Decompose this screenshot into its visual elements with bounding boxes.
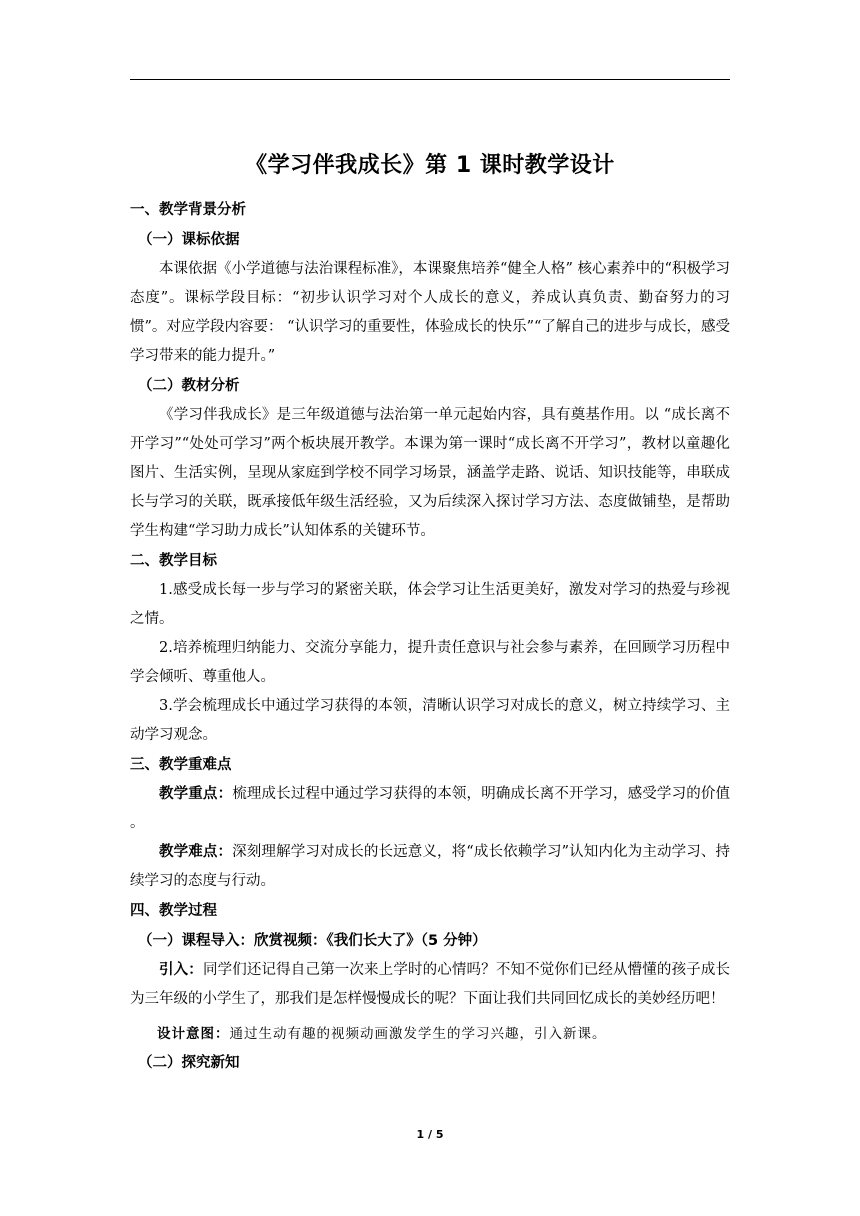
design-intent-paragraph bbox=[130, 1020, 730, 1048]
difficulty-label: 教学难点： bbox=[159, 844, 233, 860]
introduction-text: 同学们还记得自己第一次来上学时的心情吗？不知不觉你们已经从懵懂的孩子成长为三年级的小学生了，那我们是怎样慢慢成长的呢？下面让我们共同回忆成长的美妙经历吧！ bbox=[130, 962, 730, 1007]
header-rule bbox=[130, 79, 730, 80]
difficulty-paragraph bbox=[130, 838, 730, 896]
paragraph-textbook-analysis: 《学习伴我成长》是三年级道德与法治第一单元起始内容，具有奠基作用。以 “成长离不开学习”“处处可学习”两个板块展开教学。本课为第一课时“成长离不开学习”，教材以童趣化图片、生活实例，呈现从家庭到学校不同学习场景，涵盖学走路、说话、知识技能等，串联成长与学习的关联，既承接低年级生活经验，又为后续深入探讨学习方法、态度做铺垫，是帮助学生构建“学习助力成长”认知体系的关键环节。 bbox=[130, 407, 730, 539]
key-point-label: 教学重点： bbox=[159, 786, 233, 802]
goal-item-1: 1.感受成长每一步与学习的紧密关联，体会学习让生活更美好，激发对学习的热爱与珍视之情。 bbox=[130, 582, 730, 627]
goal-item-2: 2.培养梳理归纳能力、交流分享能力，提升责任意识与社会参与素养，在回顾学习历程中学会倾听、尊重他人。 bbox=[130, 640, 730, 685]
paragraph-curriculum-basis: 本课依据《小学道德与法治课程标准》，本课聚焦培养“健全人格” 核心素养中的“积极学习态度”。课标学段目标：“初步认识学习对个人成长的意义，养成认真负责、勤奋努力的习惯”。对应学段内容要： “认识学习的重要性，体验成长的快乐”“了解自己的进步与成长，感受学习带来的能力提升。” bbox=[130, 261, 730, 364]
goal-item-3: 3.学会梳理成长中通过学习获得的本领，清晰认识学习对成长的意义，树立持续学习、主动学习观念。 bbox=[130, 698, 730, 743]
document-body bbox=[130, 148, 730, 1078]
section-heading-process: 四、教学过程 bbox=[130, 903, 217, 919]
introduction-paragraph bbox=[130, 956, 730, 1014]
subheading-textbook-analysis: （二）教材分析 bbox=[138, 378, 240, 394]
section-heading-key-points: 三、教学重难点 bbox=[130, 757, 232, 773]
subheading-introduction: （一）课程导入：欣赏视频：《我们长大了》（5 分钟） bbox=[138, 933, 487, 949]
document-title: 《学习伴我成长》第 1 课时教学设计 bbox=[245, 153, 615, 178]
design-intent-text: 通过生动有趣的视频动画激发学生的学习兴趣，引入新课。 bbox=[229, 1026, 607, 1042]
key-point-paragraph bbox=[130, 780, 730, 838]
page-number: 1 / 5 bbox=[416, 1128, 444, 1141]
subheading-explore: （二）探究新知 bbox=[138, 1055, 240, 1071]
difficulty-text: 深刻理解学习对成长的长远意义，将“成长依赖学习”认知内化为主动学习、持续学习的态度与行动。 bbox=[130, 844, 731, 889]
design-intent-label: 设计意图： bbox=[157, 1026, 230, 1042]
section-heading-background: 一、教学背景分析 bbox=[130, 202, 246, 218]
subheading-curriculum-basis: （一）课标依据 bbox=[138, 232, 240, 248]
introduction-label: 引入： bbox=[159, 962, 203, 978]
key-point-text: 梳理成长过程中通过学习获得的本领，明确成长离不开学习，感受学习的价值 。 bbox=[130, 786, 731, 831]
section-heading-goals: 二、教学目标 bbox=[130, 553, 217, 569]
